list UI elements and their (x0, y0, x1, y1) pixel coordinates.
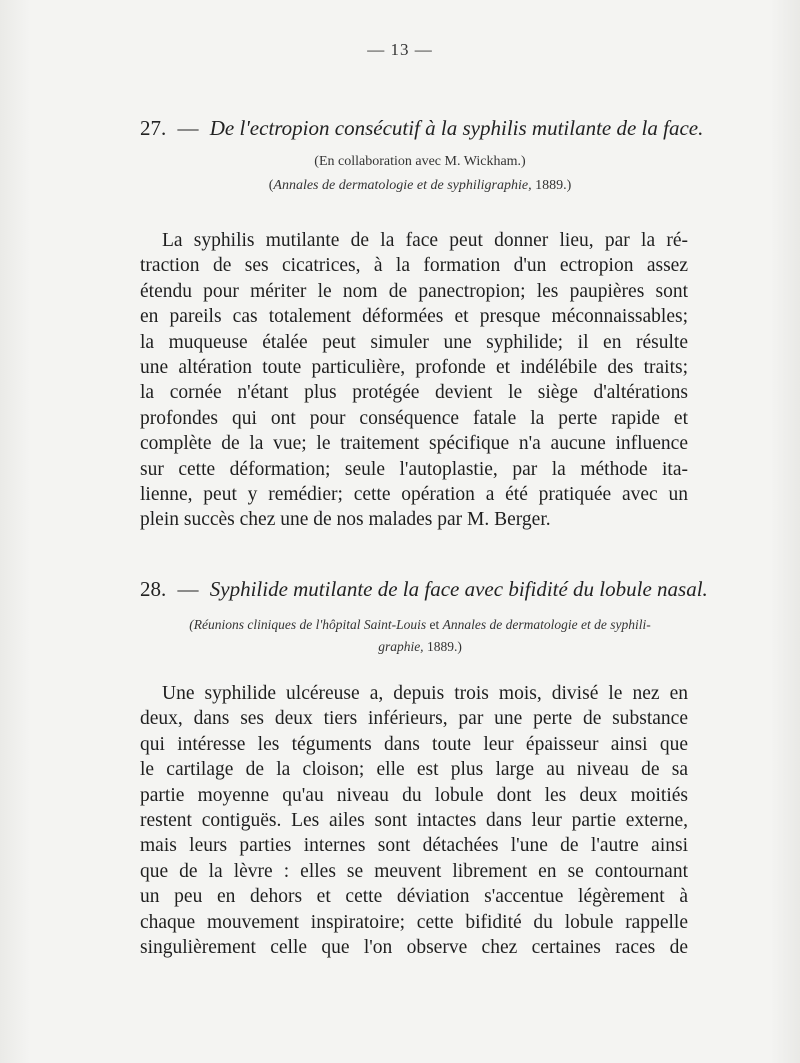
body-line: en pareils cas totalement déformées et presque méconnaissables; (140, 306, 688, 328)
entry-28-body (140, 681, 688, 960)
body-line: profondes qui ont pour conséquence fatale la perte rapide et (140, 407, 688, 429)
entry-27-body (140, 228, 688, 533)
entry-number: 28. (140, 577, 167, 601)
body-line: complète de la vue; le traitement spécifique n'a aucune influence (140, 433, 688, 455)
entry-28-title (140, 577, 708, 602)
body-line: plein succès chez une de nos malades par M. Berger. (140, 509, 551, 531)
entry-number: 27. (140, 116, 167, 140)
body-line: Une syphilide ulcéreuse a, depuis trois mois, divisé le nez en (162, 683, 688, 704)
entry-27-source: (Annales de dermatologie et de syphiligraphie, 1889.) (268, 178, 572, 193)
body-line: sur cette déformation; seule l'autoplastie, par la méthode ita- (140, 458, 688, 480)
body-line: deux, dans ses deux tiers inférieurs, par une perte de substance (140, 708, 688, 730)
body-line: restent contiguës. Les ailes sont intactes dans leur partie externe, (140, 810, 688, 832)
entry-27-title (140, 116, 704, 141)
body-line: la muqueuse étalée peut simuler une syphilide; il en résulte (140, 331, 688, 353)
entry-28-source: (Réunions cliniques de l'hôpital Saint-Louis et Annales de dermatologie et de syphili- graphie, 1889.) (189, 617, 651, 654)
body-line: étendu pour mériter le nom de panectropion; les paupières sont (140, 280, 688, 302)
body-line: que de la lèvre : elles se meuvent librement en se contournant (140, 860, 688, 882)
body-line: La syphilis mutilante de la face peut donner lieu, par la ré- (162, 230, 688, 251)
page-number: — 13 — (367, 40, 433, 59)
body-line: traction de ses cicatrices, à la formation d'un ectropion assez (140, 255, 688, 277)
body-line: qui intéresse les téguments dans toute leur épaisseur ainsi que (140, 733, 688, 755)
body-line: singulièrement celle que l'on observe chez certaines races de (140, 937, 688, 959)
body-line: mais leurs parties internes sont détachées l'une de l'autre ainsi (140, 835, 688, 857)
body-line: une altération toute particulière, profonde et indélébile des traits; (140, 357, 688, 379)
body-line: lienne, peut y remédier; cette opération a été pratiquée avec un (140, 484, 688, 506)
entry-title-text: Syphilide mutilante de la face avec bifidité du lobule nasal. (209, 577, 708, 601)
body-line: un peu en dehors et cette déviation s'accentue légèrement à (140, 886, 688, 908)
entry-title-text: De l'ectropion consécutif à la syphilis mutilante de la face. (209, 116, 704, 140)
body-line: chaque mouvement inspiratoire; cette bifidité du lobule rappelle (140, 911, 688, 933)
entry-dash: — (177, 577, 199, 601)
entry-dash: — (177, 116, 199, 140)
body-line: le cartilage de la cloison; elle est plus large au niveau de sa (140, 759, 688, 781)
body-line: la cornée n'étant plus protégée devient le siège d'altérations (140, 382, 688, 404)
body-line: partie moyenne qu'au niveau du lobule dont les deux moitiés (140, 784, 688, 806)
entry-27-collaboration: (En collaboration avec M. Wickham.) (314, 154, 526, 169)
